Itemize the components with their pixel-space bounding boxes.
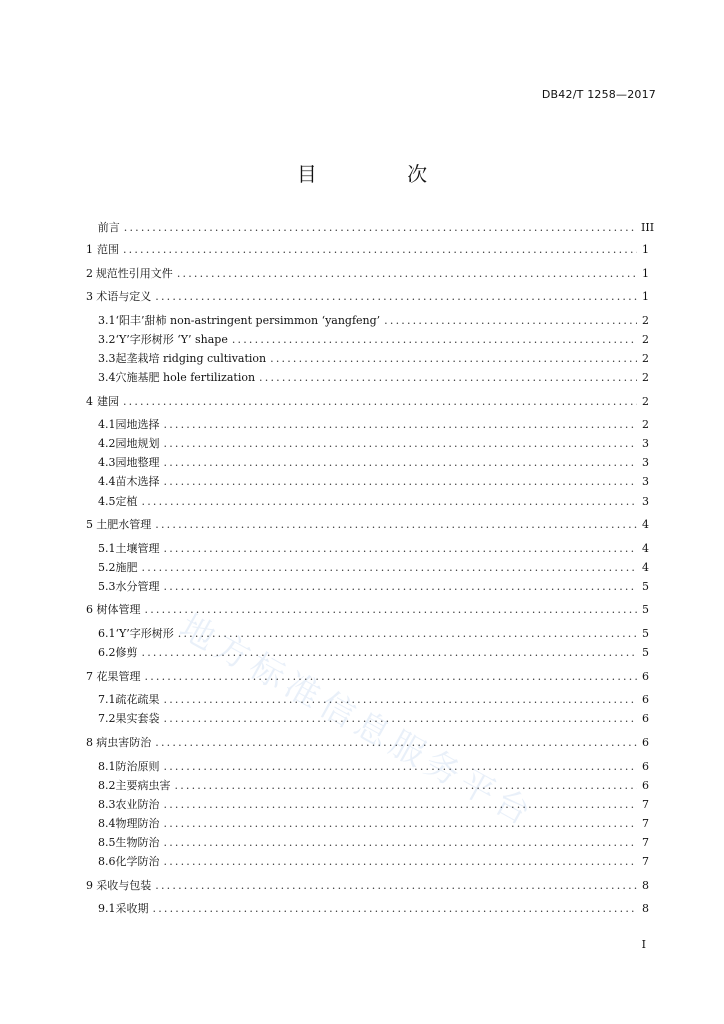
toc-entry-number: 6.2 xyxy=(98,646,116,659)
toc-entry-label: 园地选择 xyxy=(115,418,160,431)
toc-entry-page: 5 xyxy=(642,580,649,593)
toc-entry[interactable] xyxy=(98,541,649,557)
toc-entry[interactable] xyxy=(98,692,649,708)
toc-entry[interactable] xyxy=(86,735,649,751)
toc-entry[interactable] xyxy=(98,816,649,832)
toc-entry-page: 3 xyxy=(642,495,649,508)
toc-entry-label: 术语与定义 xyxy=(96,290,152,303)
toc-entry-page: 2 xyxy=(642,314,649,327)
toc-entry[interactable] xyxy=(98,797,649,813)
toc-entry-label: 苗木选择 xyxy=(115,475,160,488)
toc-entry[interactable] xyxy=(98,579,649,595)
toc-leader-dots xyxy=(164,436,638,452)
toc-leader-dots xyxy=(142,494,638,510)
toc-entry-label: 农业防治 xyxy=(115,798,160,811)
toc-entry-number: 5 xyxy=(86,518,93,531)
toc-leader-dots xyxy=(164,835,638,851)
toc-entry-label: 果实套袋 xyxy=(115,712,160,725)
toc-entry-label: 修剪 xyxy=(115,646,138,659)
toc-entry-page: 8 xyxy=(642,902,649,915)
toc-entry-label: 施肥 xyxy=(115,561,138,574)
toc-entry[interactable] xyxy=(98,854,649,870)
toc-leader-dots xyxy=(155,735,637,751)
toc-entry-label: 园地整理 xyxy=(115,456,160,469)
toc-entry-label: 主要病虫害 xyxy=(115,779,171,792)
toc-entry-page: 5 xyxy=(642,603,649,616)
toc-entry[interactable] xyxy=(86,242,649,258)
toc-entry[interactable] xyxy=(98,494,649,510)
toc-entry-number: 5.1 xyxy=(98,542,116,555)
toc-entry[interactable] xyxy=(98,313,649,329)
toc-leader-dots xyxy=(123,394,637,410)
toc-entry-number: 7.1 xyxy=(98,693,116,706)
toc-entry-page: 6 xyxy=(642,712,649,725)
toc-entry[interactable] xyxy=(98,417,649,433)
toc-entry-number: 7 xyxy=(86,670,93,683)
toc-leader-dots xyxy=(123,242,637,258)
toc-leader-dots xyxy=(164,854,638,870)
toc-entry-number: 3.4 xyxy=(98,371,116,384)
toc-leader-dots xyxy=(232,332,637,348)
toc-entry-label: 生物防治 xyxy=(115,836,160,849)
toc-leader-dots xyxy=(164,579,638,595)
toc-entry-label: 穴施基肥 hole fertilization xyxy=(115,371,256,384)
toc-entry-label: 土壤管理 xyxy=(115,542,160,555)
toc-entry-label: 防治原则 xyxy=(115,760,160,773)
toc-entry[interactable] xyxy=(98,645,649,661)
toc-entry-number: 3.2 xyxy=(98,333,116,346)
toc-leader-dots xyxy=(155,289,637,305)
toc-entry-page: III xyxy=(641,221,655,234)
toc-leader-dots xyxy=(384,313,637,329)
toc-entry-page: 2 xyxy=(642,352,649,365)
toc-entry-number: 6 xyxy=(86,603,93,616)
toc-entry-page: 1 xyxy=(642,243,649,256)
toc-entry-page: 6 xyxy=(642,760,649,773)
toc-entry-label: 病虫害防治 xyxy=(96,736,152,749)
toc-entry-label: ‘Y’字形树形 ‘Y’ shape xyxy=(115,333,228,346)
toc-leader-dots xyxy=(164,759,638,775)
toc-entry-page: 2 xyxy=(642,395,649,408)
toc-entry-label: 化学防治 xyxy=(115,855,160,868)
toc-leader-dots xyxy=(259,370,637,386)
toc-leader-dots xyxy=(145,669,638,685)
toc-entry-number: 6.1 xyxy=(98,627,116,640)
toc-leader-dots xyxy=(164,417,638,433)
toc-entry-label: 定植 xyxy=(115,495,138,508)
toc-entry-label: ‘Y’字形树形 xyxy=(115,627,174,640)
toc-entry-page: 2 xyxy=(642,371,649,384)
toc-entry-page: 3 xyxy=(642,475,649,488)
toc-entry[interactable] xyxy=(98,711,649,727)
document-id: DB42/T 1258—2017 xyxy=(541,88,656,101)
toc-entry-label: 范围 xyxy=(96,243,119,256)
toc-leader-dots xyxy=(155,878,637,894)
toc-entry-page: 6 xyxy=(642,693,649,706)
toc-entry-page: 5 xyxy=(642,646,649,659)
toc-entry-number: 4.3 xyxy=(98,456,116,469)
toc-entry-number: 3 xyxy=(86,290,93,303)
toc-entry[interactable] xyxy=(98,351,649,367)
toc-leader-dots xyxy=(175,778,638,794)
toc-entry-label: 水分管理 xyxy=(115,580,160,593)
toc-entry-number: 8 xyxy=(86,736,93,749)
toc-entry-label: 采收期 xyxy=(115,902,149,915)
toc-entry-label: 土肥水管理 xyxy=(96,518,152,531)
toc-entry-number: 3.3 xyxy=(98,352,116,365)
toc-leader-dots xyxy=(155,517,637,533)
toc-leader-dots xyxy=(164,692,638,708)
toc-entry-page: 3 xyxy=(642,437,649,450)
toc-leader-dots xyxy=(153,901,638,917)
toc-entry[interactable] xyxy=(98,901,649,917)
toc-entry-label: 园地规划 xyxy=(115,437,160,450)
toc-entry[interactable] xyxy=(98,560,649,576)
toc-entry[interactable] xyxy=(86,878,649,894)
toc-leader-dots xyxy=(177,266,637,282)
toc-entry-number: 8.5 xyxy=(98,836,116,849)
toc-entry-label: 树体管理 xyxy=(96,603,141,616)
toc-leader-dots xyxy=(178,626,637,642)
toc-entry-label: 物理防治 xyxy=(115,817,160,830)
toc-entry-number: 4.1 xyxy=(98,418,116,431)
toc-entry-number: 8.6 xyxy=(98,855,116,868)
toc-entry-label: ‘阳丰’甜柿 non-astringent persimmon ‘yangfeng’ xyxy=(115,314,381,327)
toc-leader-dots xyxy=(164,816,638,832)
toc-entry[interactable] xyxy=(98,626,649,642)
toc-entry-page: 5 xyxy=(642,627,649,640)
toc-entry-label: 规范性引用文件 xyxy=(95,267,173,280)
toc-entry-number: 2 xyxy=(86,267,93,280)
toc-entry[interactable] xyxy=(86,517,649,533)
toc-entry[interactable] xyxy=(86,669,649,685)
toc-leader-dots xyxy=(164,797,638,813)
toc-entry-label: 采收与包装 xyxy=(96,879,152,892)
toc-entry-page: 6 xyxy=(642,670,649,683)
toc-leader-dots xyxy=(270,351,637,367)
toc-entry-label: 建园 xyxy=(96,395,119,408)
toc-entry[interactable] xyxy=(86,602,649,618)
toc-leader-dots xyxy=(145,602,638,618)
toc-entry-page: 7 xyxy=(642,817,649,830)
watermark-text: 地方标准信息服务平台 xyxy=(172,606,542,836)
toc-entry-number: 8.4 xyxy=(98,817,116,830)
toc-entry-page: 7 xyxy=(642,855,649,868)
toc-entry-number: 9.1 xyxy=(98,902,116,915)
toc-entry-label: 起垄栽培 ridging cultivation xyxy=(115,352,267,365)
toc-entry[interactable] xyxy=(98,370,649,386)
toc-leader-dots xyxy=(164,474,638,490)
toc-entry-page: 2 xyxy=(642,333,649,346)
toc-entry[interactable] xyxy=(98,778,649,794)
toc-entry-page: 4 xyxy=(642,561,649,574)
toc-entry-number: 1 xyxy=(86,243,93,256)
toc-entry[interactable] xyxy=(86,394,649,410)
toc-entry[interactable] xyxy=(98,474,649,490)
toc-entry-number: 5.2 xyxy=(98,561,116,574)
toc-entry-page: 8 xyxy=(642,879,649,892)
toc-entry-page: 6 xyxy=(642,736,649,749)
toc-entry-label: 疏花疏果 xyxy=(115,693,160,706)
toc-entry-page: 1 xyxy=(642,290,649,303)
toc-entry-number: 8.1 xyxy=(98,760,116,773)
toc-leader-dots xyxy=(164,541,638,557)
toc-entry[interactable] xyxy=(86,220,655,236)
toc-entry-number: 7.2 xyxy=(98,712,116,725)
toc-entry-number: 3.1 xyxy=(98,314,116,327)
toc-entry-label: 前言 xyxy=(97,221,120,234)
toc-entry-number: 5.3 xyxy=(98,580,116,593)
toc-leader-dots xyxy=(142,645,638,661)
page-title: 目 次 xyxy=(296,162,470,186)
toc-entry-number: 4.2 xyxy=(98,437,116,450)
toc-entry[interactable] xyxy=(98,436,649,452)
toc-entry-page: 4 xyxy=(642,542,649,555)
toc-entry-number: 4.4 xyxy=(98,475,116,488)
toc-entry-number: 9 xyxy=(86,879,93,892)
toc-entry-number: 4 xyxy=(86,395,93,408)
toc-entry-page: 4 xyxy=(642,518,649,531)
toc-entry[interactable] xyxy=(86,289,649,305)
toc-leader-dots xyxy=(142,560,638,576)
toc-entry-page: 2 xyxy=(642,418,649,431)
toc-entry-page: 3 xyxy=(642,456,649,469)
toc-entry-label: 花果管理 xyxy=(96,670,141,683)
toc-entry-page: 6 xyxy=(642,779,649,792)
toc-leader-dots xyxy=(124,220,637,236)
toc-entry[interactable] xyxy=(98,759,649,775)
toc-entry-page: 1 xyxy=(642,267,649,280)
toc-entry[interactable] xyxy=(98,835,649,851)
toc-entry-number: 8.2 xyxy=(98,779,116,792)
toc-entry[interactable] xyxy=(86,266,649,282)
toc-entry[interactable] xyxy=(98,455,649,471)
toc-entry[interactable] xyxy=(98,332,649,348)
toc-entry-page: 7 xyxy=(642,836,649,849)
toc-entry-number: 8.3 xyxy=(98,798,116,811)
toc-leader-dots xyxy=(164,455,638,471)
toc-leader-dots xyxy=(164,711,638,727)
toc-entry-page: 7 xyxy=(642,798,649,811)
page-number: I xyxy=(641,938,646,951)
toc-entry-number: 4.5 xyxy=(98,495,116,508)
